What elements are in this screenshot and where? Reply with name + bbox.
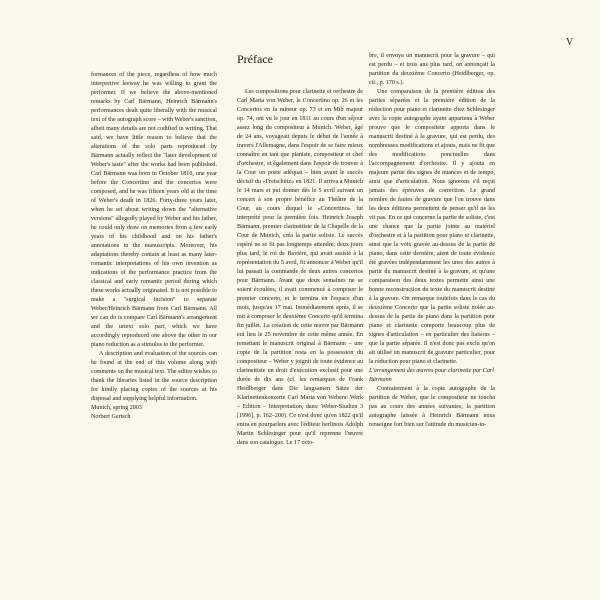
author-name: Norbert Gertsch	[91, 414, 131, 420]
preface-heading: Préface	[237, 52, 273, 66]
section-subheading: L'arrangement des œuvres pour clarinette par Carl Bärmann	[369, 368, 494, 383]
french-preface-column-2	[369, 52, 495, 430]
place-date: Munich, spring 2003	[91, 405, 142, 411]
english-preface-continuation	[91, 71, 217, 422]
page-number: V	[566, 37, 574, 48]
paragraph: Contrairement à la copie autographe de la partition de Weber, que le compositeur ne toucha pas au cours des années suivantes, la partition autographe laissée à Heinrich Bärmann nous renseigne fort bien sur l'attitude du musicien-in-	[369, 386, 495, 428]
paragraph: formances of the piece, regardless of how much interpretive leeway he was willing to grant the performer. If we believe the above-mentioned remarks by Carl Bärmann, Heinrich Bärmann's performances dealt quite liberally with the musical text of the autograph score – with Weber's sanction, albeit many details are not codified in writing. That said, we have little reason to believe that the alterations of the solo parts reproduced by Bärmann actually reflect the "later development of Weber's taste" after the works had been published. Carl Bärmann was born in October 1810, one year before the Concertino and the concertos were composed, and he was fifteen years old at the time of Weber's death in 1826. Forty-three years later, when he set about writing down the "alternative versions" allegedly played by Weber and his father, he could only draw on memories from a few early years of his childhood and on his father's annotations in the manuscripts. Moreover, his adaptations thereby contain at least as many later-romantic interpretations of his own invention as indications of the performance practice from the classical and early romantic period during which these works actually originated. It is not possible to make a "surgical incision" to separate Weber/Heinrich Bärmann from Carl Bärmann. All we can do is compare Carl Bärmann's arrangement and the urtext solo part, which we have accordingly reproduced one above the other in our piano reduction as a stimulus to the performer.	[91, 72, 217, 348]
paragraph: Une comparaison de la première édition des parties séparées et la première édition de la réduction pour piano et clarinette chez Schlesinger avec la copie autographe ayant appartenu à Weber prouve que le compositeur apporta dans le manuscrit destiné à la gravure, qui est perdu, des nombreuses modifications et ajouts, mais ne fit que des modifications ponctuelles dans l'accompagnement d'orchestre. Il y ajouta en majeure partie des signes de nuances et de tempo, ainsi que d'articulation. Nous ignorons s'il reçut jamais des épreuves de correction. Le grand nombre de fautes de gravure que l'on trouve dans les deux éditions permettent de penser qu'il ne les vit pas. En ce qui concerne la partie de soliste, c'est une chance que la partie jointe au matériel d'orchestre et à la partition pour piano et clarinette, ainsi que la voix gravée au-dessus de la partie de piano, dans cette dernière, aient de toute évidence été gravées indépendamment les unes des autres à partir du manuscrit destiné à la gravure, et qu'une comparaison des deux textes permette ainsi une bonne reconstruction du texte du manuscrit destiné à la gravure. On remarque toutefois dans le cas du deuxième Concerto que la partie soliste notée au-dessus de la partie de piano dans la partition pour piano et clarinette comporte beaucoup plus de signes d'articulation – en particulier des liaisons – que la partie séparée. Il n'est donc pas exclu qu'on ait utilisé un manuscrit de gravure particulier, pour la réduction pour piano et clarinette.	[369, 89, 495, 365]
french-preface-column-1	[237, 52, 363, 448]
paragraph: A description and evaluation of the sources can be found at the end of this volume along with comments on the musical text. The editor wishes to thank the libraries listed in the source description for kindly placing copies of the sources at his disposal and supplying helpful information.	[91, 351, 217, 402]
paragraph: Les compositions pour clarinette et orchestre de Carl Maria von Weber, le Concertino op. 26 et les Concertos en fa mineur op. 73 et en Mib majeur op. 74, ont vu le jour en 1811 au cours d'un séjour assez long du compositeur à Munich. Weber, âgé de 24 ans, voyageait depuis le début de l'année à travers l'Allemagne, dans l'espoir de se faire mieux connaître en tant que pianiste, compositeur et chef d'orchestre, et également dans l'espoir de trouver à la Cour un poste adéquat – bien avant le succès décisif du «Freischütz» en 1821. Il arriva à Munich le 14 mars et put donner dès le 5 avril suivant un concert à son propre bénéfice au Théâtre de la Cour, au cours duquel le «Concertino» fut interprété pour la première fois. Heinrich Joseph Bärmann, premier clarinettiste de la Chapelle de la Cour de Munich, créa la partie soliste. Le succès espéré ne se fit pas longtemps attendre; deux jours plus tard, le roi de Bavière, qui avait assisté à la représentation du 5 avril, fit annoncer à Weber qu'il lui passait la commande de deux autres concertos pour Bärmann. Avant que deux semaines ne se soient écoulées, il avait commencé à composer le premier concerto, et le termina en l'espace d'un mois, jusqu'au 17 mai. Immédiatement après, il se mit à composer le deuxième Concerto qu'il termina fin juillet. La création de cette œuvre par Bärmann eut lieu le 25 novembre de cette même année. En remettant le manuscrit original à Bärmann – une copie de la partition resta en la possession du compositeur – Weber y joignit de toute évidence au clarinettiste un droit d'exécution exclusif pour une durée de dix ans (cf. les remarques de Frank Heidlberger dans Die langsamen Sätze der Klarinettenkonzerte Carl Maria von Webers: Werk – Edition – Interpretation, dans: Weber-Studien 3 [1996], p. 162–200). Ce n'est donc qu'en 1822 qu'il entra en pourparlers avec l'éditeur berlinois Adolph Martin Schlesinger pour qu'il reprenne l'œuvre dans son catalogue. Le 17 octo-	[237, 89, 363, 446]
paragraph: bre, il envoya un manuscrit pour la gravure – qui est perdu – et trois ans plus tard, on annonçait la partition du deuxième Concerto (Heidlberger, op. cit., p. 170 s.).	[369, 53, 495, 86]
